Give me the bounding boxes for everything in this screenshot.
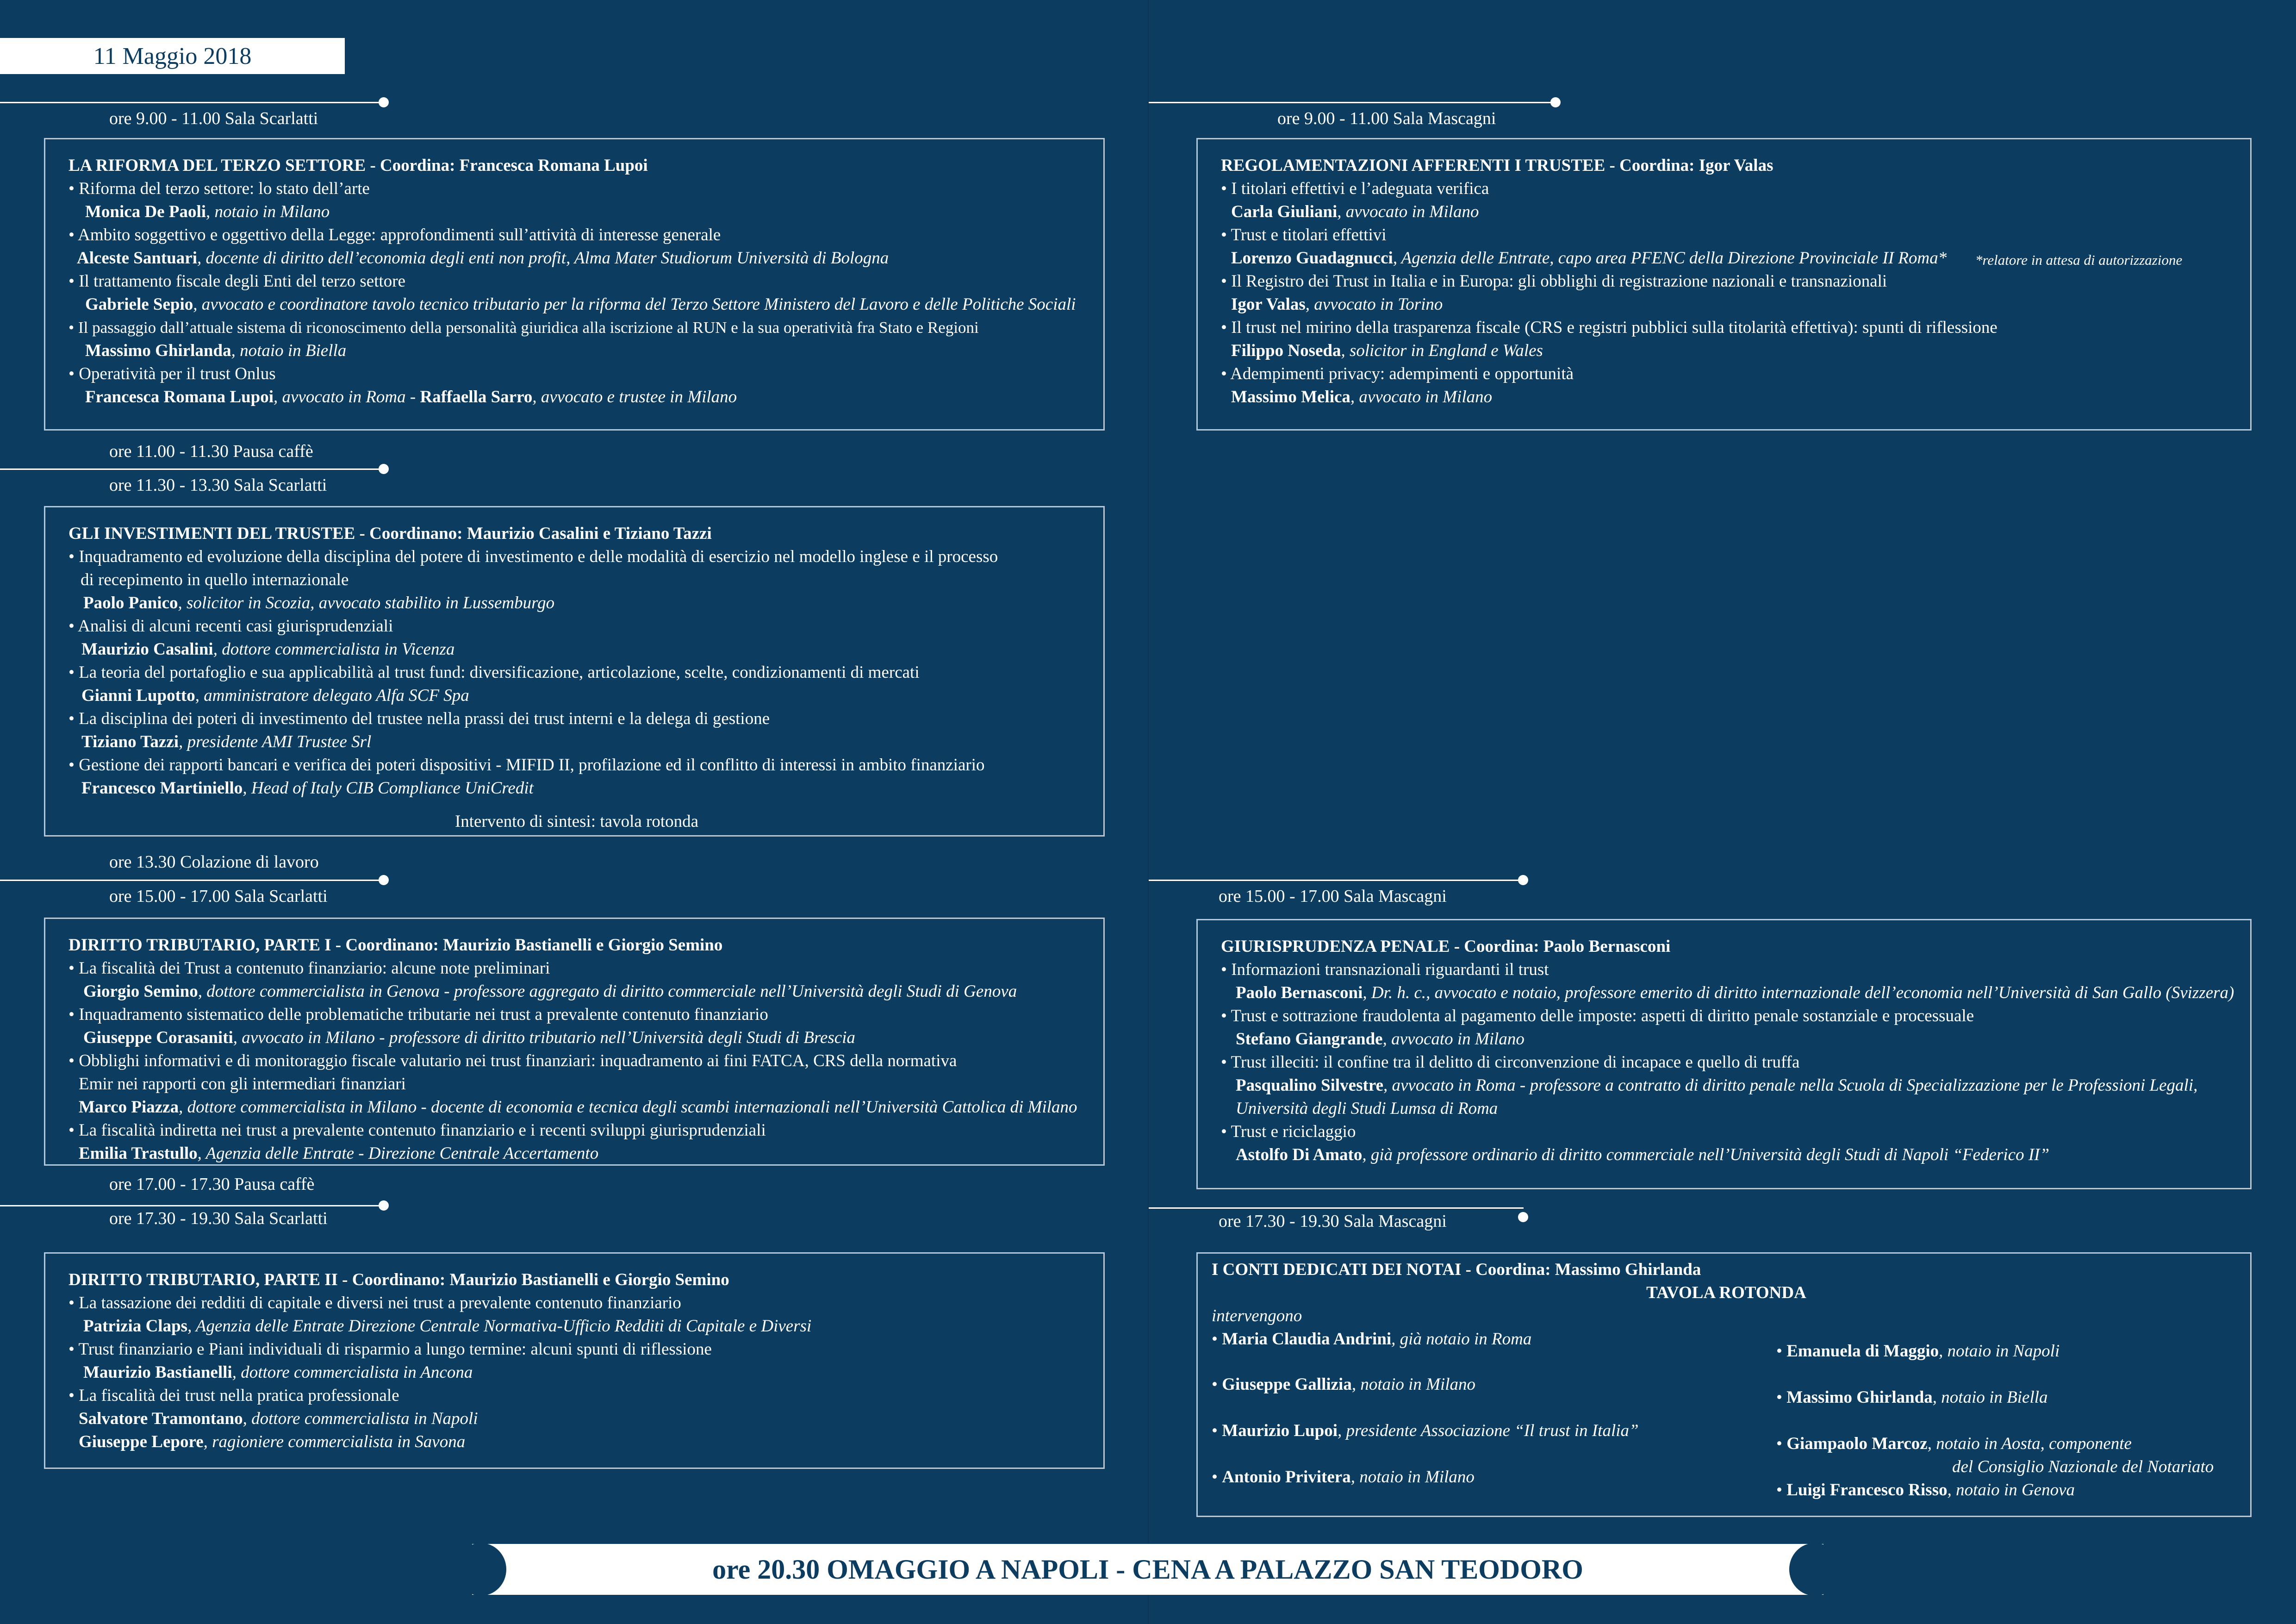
speaker [1221,386,2232,409]
session-summary: Intervento di sintesi: tavola rotonda [454,812,699,831]
speaker [1221,200,2232,224]
speaker-name: Igor Valas [1231,295,1306,314]
speaker-role: , notaio in Biella [231,341,347,360]
speaker-role: , notaio in Aosta, componente [1927,1434,2132,1453]
speaker-role: , docente di diritto dell’economia degli enti non profit, Alma Mater Studiorum Università di Bologna [197,249,889,268]
topic: • Ambito soggettivo e oggettivo della Legge: approfondimenti sull’attività di interesse generale [68,225,721,244]
session-box [1196,1252,2252,1517]
speaker-role: , avvocato in Milano [1337,202,1479,221]
round-table-label: TAVOLA ROTONDA [1646,1283,1806,1302]
speaker-name: Stefano Giangrande [1236,1030,1383,1049]
session-title: DIRITTO TRIBUTARIO, PARTE I - Coordinano: Maurizio Bastianelli e Giorgio Semino [68,936,723,955]
topic: • Il trust nel mirino della trasparenza fiscale (CRS e registri pubblici sulla titolarità effettiva): spunti di riflessione [1221,318,1997,337]
banner-left-cap [455,1543,506,1596]
topic: di recepimento in quello internazionale [81,570,349,589]
speaker-note: *relatore in attesa di autorizzazione [1975,252,2183,268]
session-box [44,506,1105,837]
panelist [1776,1479,2075,1502]
banner-right-cap [1789,1543,1840,1596]
speaker [68,638,1085,661]
panelist [1212,1466,1475,1489]
timeline-line [1149,880,1524,881]
session-time: ore 9.00 - 11.00 Sala Mascagni [1277,109,1496,128]
topic: Emir nei rapporti con gli intermediari finanziari [79,1074,406,1093]
session-title: I CONTI DEDICATI DEI NOTAI - Coordina: Massimo Ghirlanda [1212,1260,1701,1279]
speaker-role: , notaio in Genova [1947,1480,2075,1499]
topic: • Il passaggio dall’attuale sistema di riconoscimento della personalità giuridica alla iscrizione al RUN e la sua operatività fra Stato e Regioni [68,319,979,337]
session-title: LA RIFORMA DEL TERZO SETTORE - Coordina: Francesca Romana Lupoi [68,156,648,175]
session-time: ore 17.30 - 19.30 Sala Scarlatti [109,1209,328,1228]
speaker [68,777,1085,800]
topic: • Informazioni transnazionali riguardanti il trust [1221,960,1549,979]
speaker-name: Maria Claudia Andrini [1222,1330,1392,1349]
topic: • Operatività per il trust Onlus [68,364,276,383]
speaker [1221,339,2232,362]
speaker [68,200,1085,224]
speaker-name: Maurizio Bastianelli [83,1363,232,1382]
speaker [68,386,1085,409]
bullet: • [1776,1480,1787,1499]
bullet: • [1776,1434,1787,1453]
timeline-dot [1518,875,1528,885]
speaker-role: , avvocato in Milano - professore di diritto tributario nell’Università degli Studi di Brescia [233,1028,855,1047]
speaker-role: Università degli Studi Lumsa di Roma [1236,1099,1498,1118]
speaker-name: Antonio Privitera [1222,1468,1351,1487]
timeline-dot [1518,1212,1528,1222]
speaker-name: Marco Piazza [79,1098,179,1117]
topic: • Riforma del terzo settore: lo stato dell’arte [68,179,370,198]
session-box [1196,919,2252,1189]
speaker [1221,1028,2232,1051]
speaker-role: , avvocato in Torino [1305,295,1443,314]
speaker-name: Filippo Noseda [1231,341,1341,360]
speaker-name: Tiziano Tazzi [81,732,179,751]
speaker-role: , avvocato in Milano [1350,387,1493,406]
topic: • La tassazione dei redditi di capitale e diversi nei trust a prevalente contenuto finanziario [68,1293,681,1312]
speaker-name: Luigi Francesco Risso [1786,1480,1948,1499]
speaker [68,1096,1085,1119]
speaker [68,1430,1085,1454]
topic: • Il Registro dei Trust in Italia e in Europa: gli obblighi di registrazione nazionali e transnazionali [1221,272,1887,291]
speaker-role: , presidente Associazione “Il trust in Italia” [1338,1421,1639,1440]
timeline-dot [1550,97,1561,107]
speaker [68,1361,1085,1384]
speaker-name: Patrizia Claps [83,1317,188,1336]
coffee-break: ore 11.00 - 11.30 Pausa caffè [109,442,313,461]
speaker [68,1142,1085,1165]
panelist [1776,1340,2060,1363]
dinner-banner [472,1544,1823,1595]
session-time: ore 15.00 - 17.00 Sala Scarlatti [109,887,328,906]
speaker-role: , Dr. h. c., avvocato e notaio, professore emerito di diritto internazionale dell’economia nell’Università di San Gallo (Svizzera) [1363,983,2234,1002]
topic: • Adempimenti privacy: adempimenti e opportunità [1221,364,1574,383]
panelist [1776,1386,2048,1409]
speaker [68,1407,1085,1430]
speaker [1221,1143,2232,1167]
topic: • Trust illeciti: il confine tra il delitto di circonvenzione di incapace e quello di truffa [1221,1053,1800,1072]
speaker-name: Paolo Panico [83,593,178,612]
timeline-line [0,1205,383,1206]
lunch-break: ore 13.30 Colazione di lavoro [109,852,319,872]
panelist [1212,1419,1639,1443]
topic: • Inquadramento sistematico delle problematiche tributarie nei trust a prevalente contenuto finanziario [68,1005,768,1024]
speaker-name: Giuseppe Lepore [79,1432,204,1451]
speaker [68,592,1085,615]
speakers-intro: intervengono [1212,1306,1302,1325]
speaker-name: Pasqualino Silvestre [1236,1076,1383,1095]
topic: • Gestione dei rapporti bancari e verifica dei poteri dispositivi - MIFID II, profilazione ed il conflitto di interessi in ambito finanziario [68,756,985,775]
speaker-role: del Consiglio Nazionale del Notariato [1952,1457,2214,1476]
topic: • Il trattamento fiscale degli Enti del terzo settore [68,272,406,291]
speaker-name: Giampaolo Marcoz [1786,1434,1928,1453]
speaker-role: , notaio in Biella [1932,1388,2048,1407]
bullet: • [1212,1375,1222,1394]
speaker-role: , Agenzia delle Entrate - Direzione Centrale Accertamento [197,1144,599,1163]
speaker-role: , notaio in Napoli [1939,1342,2060,1361]
topic: • I titolari effettivi e l’adeguata verifica [1221,179,1489,198]
timeline-line [1149,102,1556,103]
speaker-name: Francesco Martiniello [81,779,243,798]
speaker [1221,981,2232,1005]
timeline-dot [379,1200,389,1211]
speaker-name: Giuseppe Gallizia [1222,1375,1352,1394]
timeline-line [0,880,383,881]
bullet: • [1212,1330,1222,1349]
topic: • Trust e titolari effettivi [1221,225,1387,244]
bullet: • [1776,1388,1787,1407]
topic: • La fiscalità indiretta nei trust a prevalente contenuto finanziario e i recenti sviluppi giurisprudenziali [68,1121,766,1140]
date-tab [0,38,345,74]
speaker-name: Monica De Paoli [85,202,206,221]
speaker-role: , notaio in Milano [1350,1468,1475,1487]
session-time: ore 9.00 - 11.00 Sala Scarlatti [109,109,318,128]
speaker-role: , Head of Italy CIB Compliance UniCredit [243,779,534,798]
speaker-role: , presidente AMI Trustee Srl [179,732,372,751]
topic: • La teoria del portafoglio e sua applicabilità al trust fund: diversificazione, articolazione, scelte, condizionamenti di mercati [68,663,920,682]
speaker-role: , avvocato e trustee in Milano [532,387,737,406]
session-box [44,1252,1105,1469]
speaker-name: Massimo Ghirlanda [1786,1388,1933,1407]
speaker [68,293,1085,316]
speaker [68,731,1085,754]
speaker-role: , amministratore delegato Alfa SCF Spa [195,686,469,705]
speaker [68,1026,1085,1049]
speaker-role: , avvocato e coordinatore tavolo tecnico tributario per la riforma del Terzo Settore Ministero del Lavoro e delle Politiche Sociali [193,295,1076,314]
topic: • La fiscalità dei Trust a contenuto finanziario: alcune note preliminari [68,959,550,978]
speaker-role: , dottore commercialista in Genova - professore aggregato di diritto commerciale nell’Università degli Studi di Genova [198,982,1017,1001]
speaker-name: Maurizio Casalini [81,640,213,659]
session-time: ore 11.30 - 13.30 Sala Scarlatti [109,475,327,495]
speaker-role: , dottore commercialista in Vicenza [213,640,455,659]
speaker-name: Salvatore Tramontano [79,1409,243,1428]
speaker [1221,293,2232,316]
timeline-dot [379,97,389,107]
speaker-name: Lorenzo Guadagnucci [1231,249,1393,268]
speaker-separator: - [405,387,420,406]
session-title: GIURISPRUDENZA PENALE - Coordina: Paolo Bernasconi [1221,937,1671,956]
speaker-role: , avvocato in Roma [274,387,406,406]
speaker-role: , avvocato in Roma - professore a contratto di diritto penale nella Scuola di Specializzazione per le Professioni Legali, [1383,1076,2198,1095]
topic: • Analisi di alcuni recenti casi giurisprudenziali [68,617,393,636]
speaker [68,980,1085,1003]
speaker [68,1315,1085,1338]
topic: • Trust finanziario e Piani individuali di risparmio a lungo termine: alcuni spunti di riflessione [68,1340,712,1359]
speaker-name: Emilia Trastullo [79,1144,198,1163]
speaker-name: Giorgio Semino [83,982,198,1001]
speaker-name: Massimo Ghirlanda [85,341,231,360]
bullet: • [1212,1468,1222,1487]
session-time: ore 15.00 - 17.00 Sala Mascagni [1219,887,1447,906]
speaker-name: Paolo Bernasconi [1236,983,1363,1002]
session-box [1196,138,2252,431]
panelist [1212,1328,1531,1351]
topic: • Inquadramento ed evoluzione della disciplina del potere di investimento e delle modalità di esercizio nel modello inglese e il processo [68,547,998,566]
speaker-name: Maurizio Lupoi [1222,1421,1338,1440]
panelist [1776,1432,2132,1455]
bullet: • [1212,1421,1222,1440]
speaker [68,247,1085,270]
speaker-role: , dottore commercialista in Milano - docente di economia e tecnica degli scambi internazionali nell’Università Cattolica di Milano [179,1098,1077,1117]
session-time: ore 17.30 - 19.30 Sala Mascagni [1219,1212,1447,1231]
speaker-role: , dottore commercialista in Ancona [232,1363,473,1382]
topic: • Obblighi informativi e di monitoraggio fiscale valutario nei trust finanziari: inquadramento ai fini FATCA, CRS della normativa [68,1051,957,1070]
timeline-line [1149,1207,1524,1209]
speaker-role: , Agenzia delle Entrate Direzione Centrale Normativa-Ufficio Redditi di Capitale e Diversi [187,1317,812,1336]
speaker-name: Astolfo Di Amato [1236,1145,1363,1164]
timeline-dot [379,464,389,474]
speaker-name: Carla Giuliani [1231,202,1338,221]
session-title: REGOLAMENTAZIONI AFFERENTI I TRUSTEE - Coordina: Igor Valas [1221,156,1773,175]
speaker-role: , ragioniere commercialista in Savona [203,1432,466,1451]
speaker-role: , dottore commercialista in Napoli [243,1409,478,1428]
speaker-name: Gianni Lupotto [81,686,195,705]
speaker-role: , avvocato in Milano [1382,1030,1524,1049]
speaker-name: Gabriele Sepio [85,295,193,314]
bullet: • [1776,1342,1787,1361]
speaker-name: Alceste Santuari [77,249,197,268]
speaker-role: , Agenzia delle Entrate, capo area PFENC della Direzione Provinciale II Roma* [1393,249,1947,268]
speaker [1221,1074,2232,1097]
topic: • La fiscalità dei trust nella pratica professionale [68,1386,399,1405]
session-title: DIRITTO TRIBUTARIO, PARTE II - Coordinano: Maurizio Bastianelli e Giorgio Semino [68,1270,729,1289]
speaker-name: Giuseppe Corasaniti [83,1028,233,1047]
speaker-name: Massimo Melica [1231,387,1350,406]
speaker-role: , solicitor in England e Wales [1341,341,1543,360]
session-title: GLI INVESTIMENTI DEL TRUSTEE - Coordinano: Maurizio Casalini e Tiziano Tazzi [68,524,712,543]
speaker-role: , già professore ordinario di diritto commerciale nell’Università degli Studi di Napoli “Federico II” [1362,1145,2050,1164]
session-box [44,138,1105,431]
speaker [68,339,1085,362]
dinner-text: ore 20.30 OMAGGIO A NAPOLI - CENA A PALAZZO SAN TEODORO [712,1554,1583,1585]
speaker-role: , notaio in Milano [1351,1375,1476,1394]
topic: • Trust e riciclaggio [1221,1122,1356,1141]
speaker-name: Francesca Romana Lupoi [85,387,274,406]
speaker-role: , già notaio in Roma [1391,1330,1532,1349]
page-divider [1148,0,1149,1624]
topic: • Trust e sottrazione fraudolenta al pagamento delle imposte: aspetti di diritto penale sostanziale e processuale [1221,1006,1974,1025]
panelist [1212,1373,1475,1396]
timeline-line [0,468,383,470]
topic: • La disciplina dei poteri di investimento del trustee nella prassi dei trust interni e la delega di gestione [68,709,770,728]
speaker-role: , solicitor in Scozia, avvocato stabilito in Lussemburgo [178,593,555,612]
speaker-name: Emanuela di Maggio [1786,1342,1939,1361]
panelists [1212,1328,2232,1513]
speaker-role: , notaio in Milano [206,202,330,221]
timeline-line [0,102,383,103]
coffee-break: ore 17.00 - 17.30 Pausa caffè [109,1174,315,1194]
speaker [68,684,1085,707]
event-date: 11 Maggio 2018 [93,43,252,69]
speaker-name: Raffaella Sarro [420,387,533,406]
timeline-dot [379,875,389,885]
speaker [1221,247,2232,270]
session-box [44,918,1105,1166]
